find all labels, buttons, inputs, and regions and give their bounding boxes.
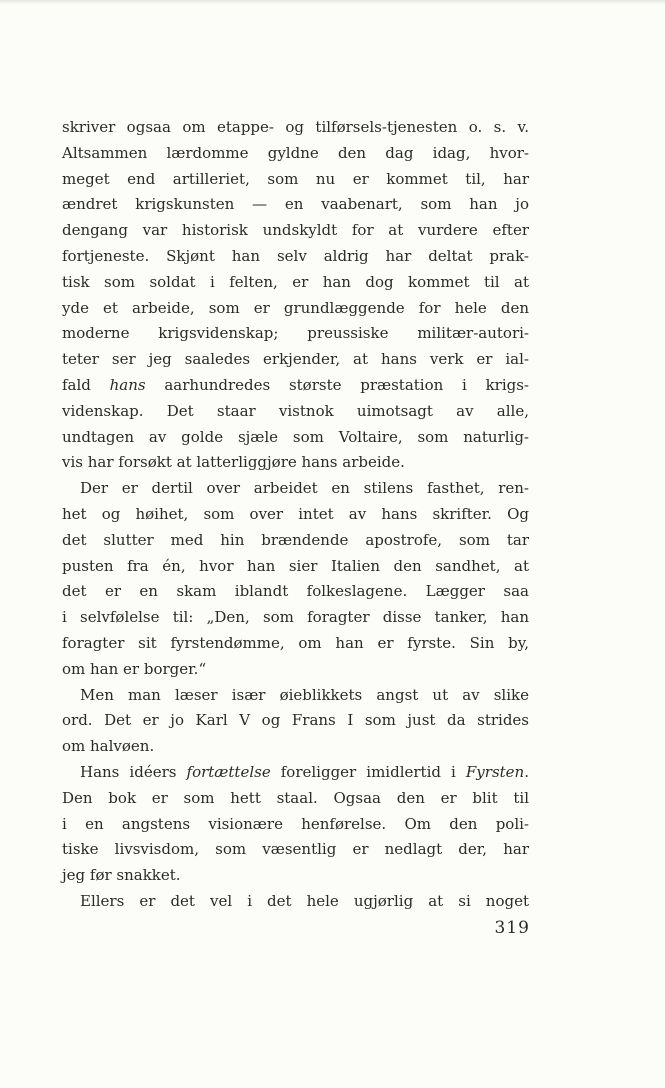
page-number: 319 (494, 918, 530, 938)
text-run: . (524, 762, 529, 781)
text-line: pusten fra én, hvor han sier Italien den sandhet, at (62, 556, 529, 575)
italic-word: hans (109, 375, 146, 394)
text-line (62, 373, 529, 399)
paragraph-start (62, 760, 529, 786)
text-line: ændret krigskunsten — en vaabenart, som han jo (62, 195, 529, 214)
text-line: om han er borger.“ (62, 659, 207, 678)
text-line: foragter sit fyrstendømme, om han er fyrste. Sin by, (62, 633, 529, 652)
text-line: vis har forsøkt at latterliggjøre hans arbeide. (62, 453, 405, 472)
text-line: moderne krigsvidenskap; preussiske militær-autori- (62, 324, 529, 343)
text-line: videnskap. Det staar vistnok uimotsagt av alle, (62, 401, 529, 420)
text-run: aarhundredes største præstation i krigs- (145, 375, 529, 394)
text-line: om halvøen. (62, 737, 155, 756)
text-line: jeg før snakket. (62, 866, 181, 885)
text-line: dengang var historisk undskyldt for at vurdere efter (62, 221, 529, 240)
text-line: i selvfølelse til: „Den, som foragter disse tanker, han (62, 608, 529, 627)
paragraph-start: Der er dertil over arbeidet en stilens fasthet, ren- (80, 479, 529, 498)
text-line: meget end artilleriet, som nu er kommet til, har (62, 169, 529, 188)
text-line: tisk som soldat i felten, er han dog kommet til at (62, 272, 529, 291)
text-line: teter ser jeg saaledes erkjender, at hans verk er ial- (62, 350, 529, 369)
text-line: Den bok er som hett staal. Ogsaa den er blit til (62, 788, 529, 807)
paragraph-start: Men man læser især øieblikkets angst ut av slike (80, 685, 529, 704)
italic-title: Fyrsten (465, 762, 525, 781)
paragraph-start: Ellers er det vel i det hele ugjørlig at si noget (80, 891, 529, 910)
text-line: det slutter med hin brændende apostrofe, som tar (62, 530, 529, 549)
body-text (62, 115, 529, 915)
text-run: foreligger imidlertid i (270, 762, 466, 781)
text-line: yde et arbeide, som er grundlæggende for hele den (62, 298, 529, 317)
text-line: det er en skam iblandt folkeslagene. Lægger saa (62, 582, 529, 601)
text-run: Hans idéers (80, 762, 187, 781)
text-line: skriver ogsaa om etappe- og tilførsels-tjenesten o. s. v. (62, 118, 529, 136)
text-line: Altsammen lærdomme gyldne den dag idag, hvor- (62, 143, 529, 162)
text-line: fortjeneste. Skjønt han selv aldrig har deltat prak- (62, 246, 529, 265)
text-run: fald (62, 375, 110, 394)
text-line: het og høihet, som over intet av hans skrifter. Og (62, 504, 529, 523)
text-line: tiske livsvisdom, som væsentlig er nedlagt der, har (62, 840, 529, 859)
text-line: undtagen av golde sjæle som Voltaire, som naturlig- (62, 427, 529, 446)
text-line: i en angstens visionære henførelse. Om den poli- (62, 814, 529, 833)
italic-word: fortættelse (186, 762, 271, 781)
text-line: ord. Det er jo Karl V og Frans I som just da strides (62, 711, 529, 730)
page-edge (0, 0, 665, 4)
